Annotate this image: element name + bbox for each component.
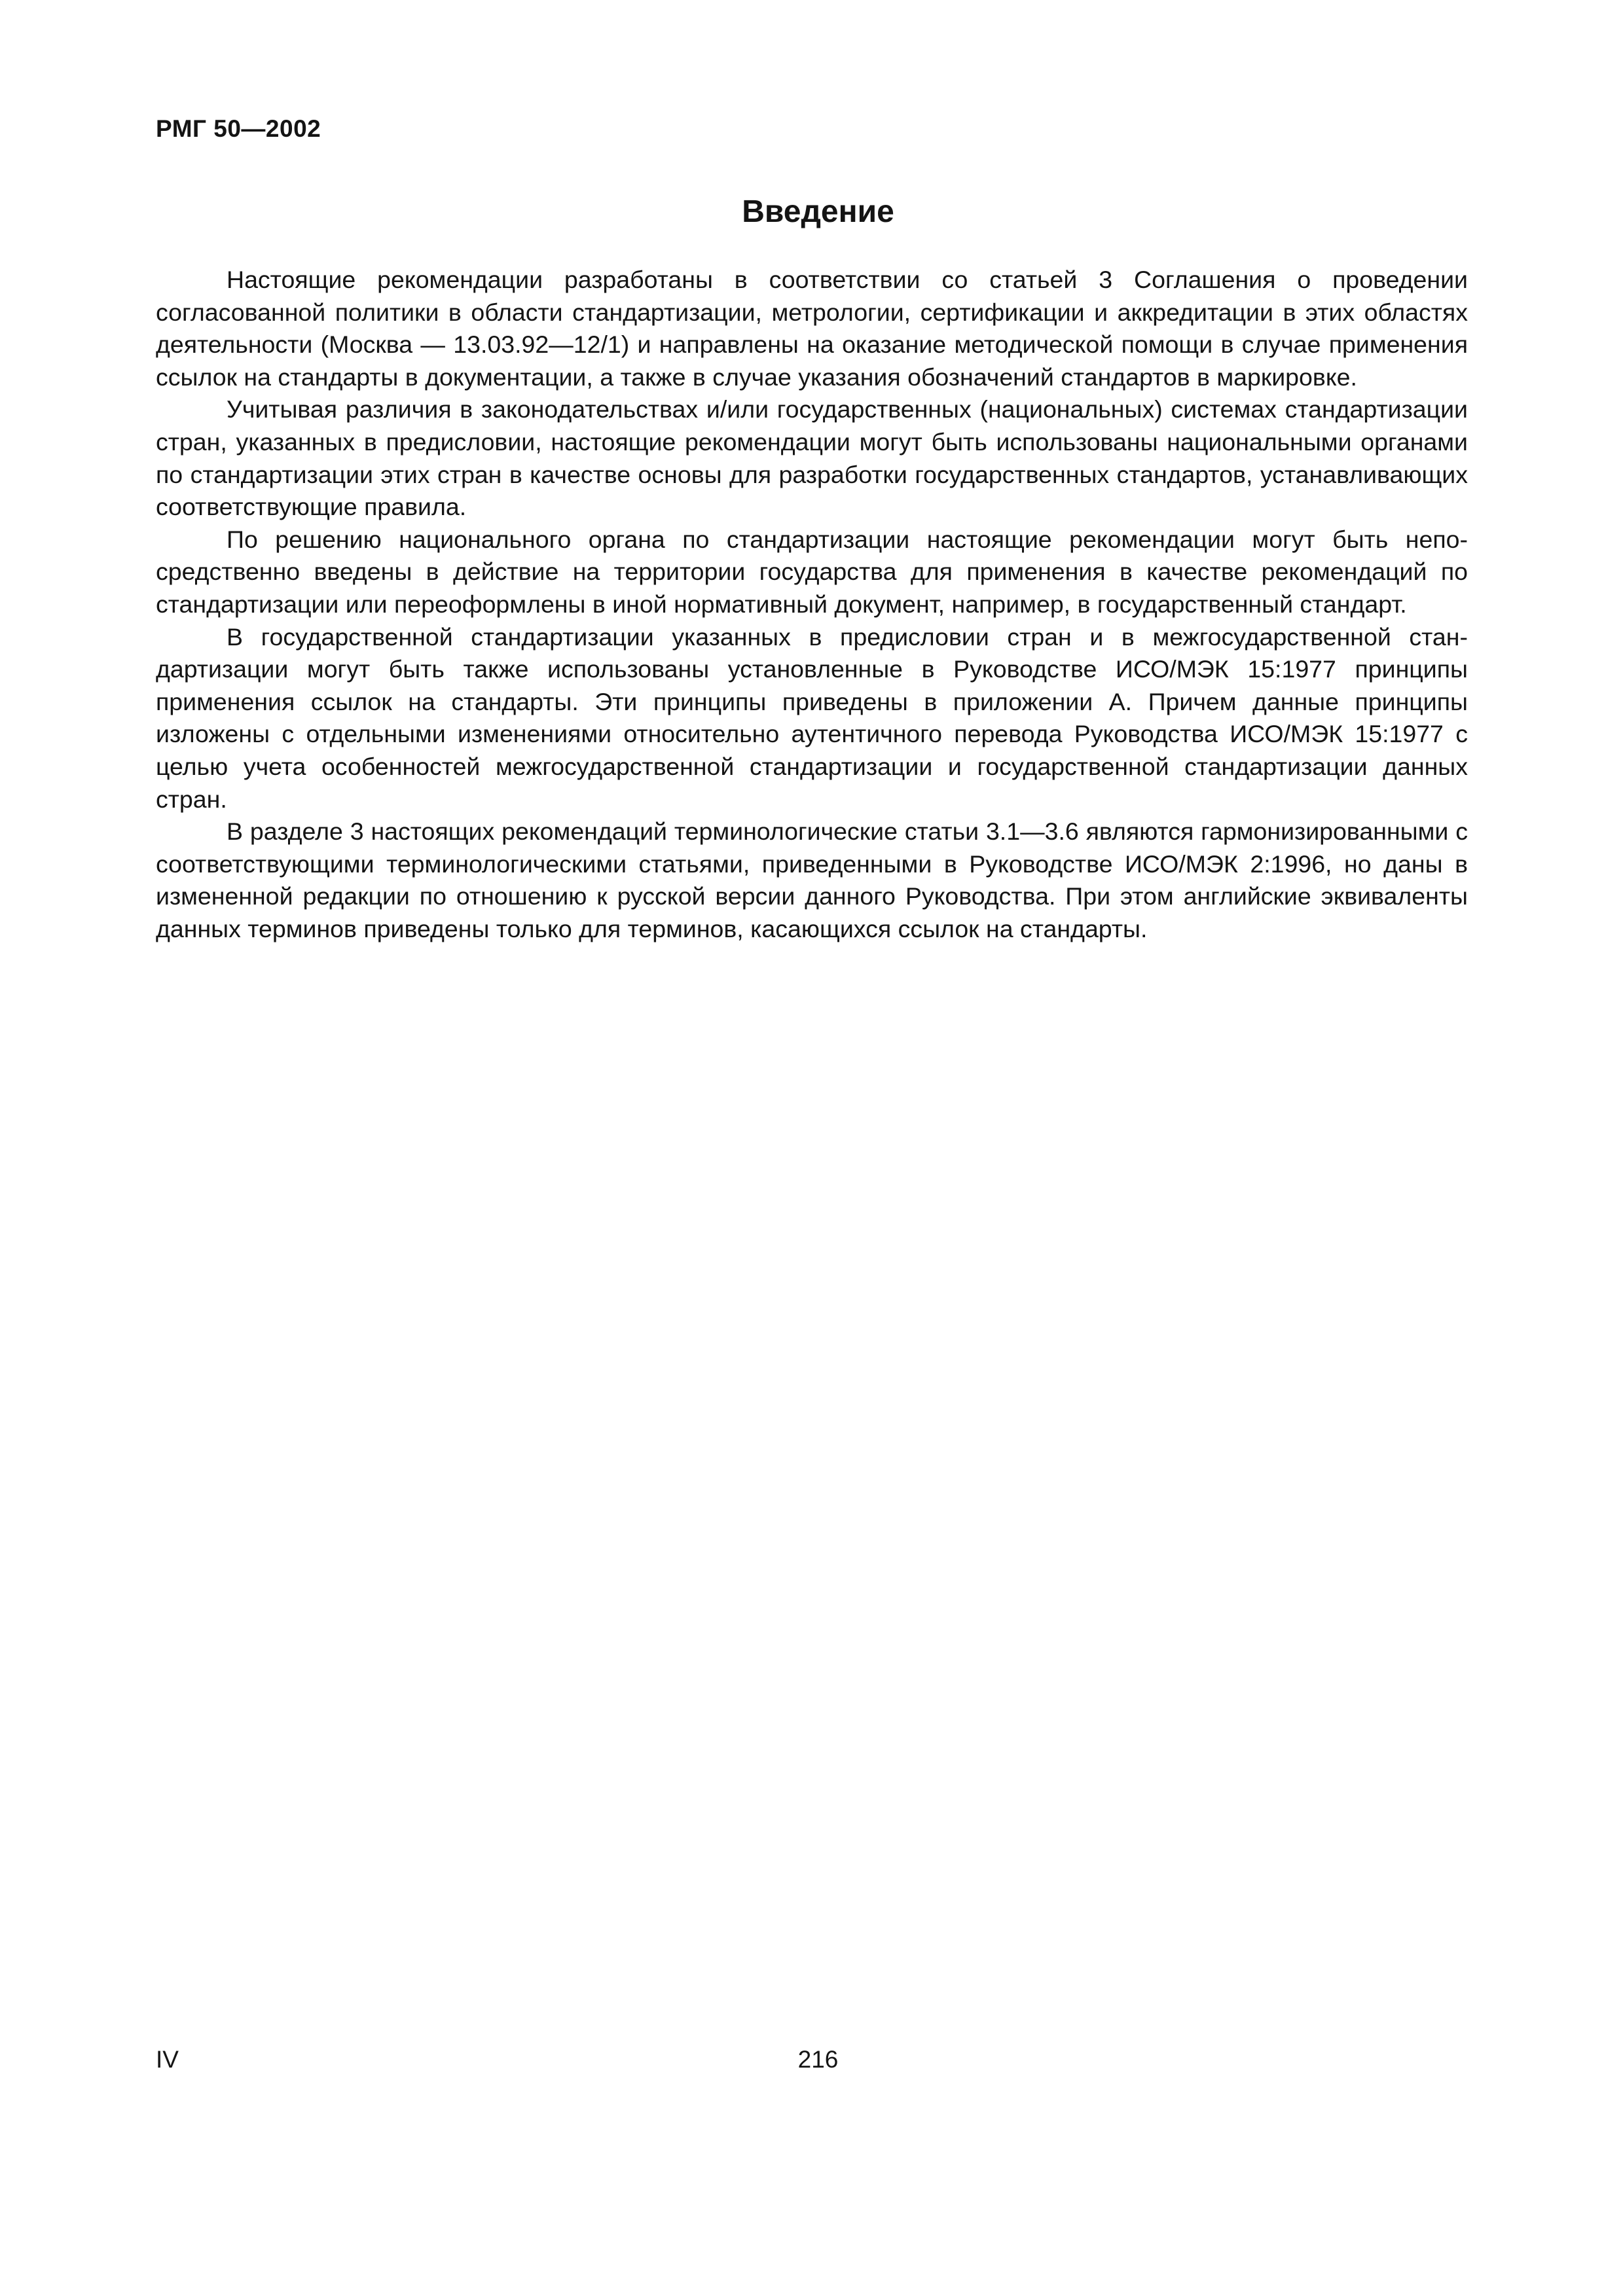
paragraph: Настоящие рекомендации разработаны в соответствии со статьей 3 Соглашения о проведении согласованной политики в области стандартизации, метрологии, сертификации и аккредитации в этих областях деятельности (Москва — 13.03.92—12/1) и направлены на оказание методической помощи в случае применения ссылок на стандарты в документации, а также в случае указания обозначений стандартов в маркировке. xyxy=(156,266,1468,391)
footer-roman-page: IV xyxy=(156,2046,179,2073)
footer-page-number: 216 xyxy=(797,2046,839,2073)
document-code: РМГ 50—2002 xyxy=(156,115,321,142)
paragraph: Учитывая различия в законодательствах и/или государственных (национальных) системах стандартизации стран, указанных в предисловии, настоящие рекомендации могут быть использованы национальными органами по стандартизации этих стран в качестве основы для разработки государственных стандартов, устанавливающих соответствующие правила. xyxy=(156,395,1468,521)
paragraph: В государственной стандартизации указанных в предисловии стран и в межгосударственной стандартизации могут быть также использованы установленные в Руководстве ИСО/МЭК 15:1977 принципы применения ссылок на стандарты. Эти принципы приведены в приложении А. Причем данные принципы изложены с отдельными изменениями относительно аутентичного перевода Руководства ИСО/МЭК 15:1977 с целью учета особенностей межгосударственной стандартизации и государственной стандартизации данных стран. xyxy=(156,622,1468,813)
paragraph: По решению национального органа по стандартизации настоящие рекомендации могут быть непосредственно введены в действие на территории государства для применения в качестве рекомендаций по стандартизации или переоформлены в иной нормативный документ, например, в государственный стандарт. xyxy=(156,525,1468,618)
section-title: Введение xyxy=(742,194,894,229)
body-text xyxy=(156,264,1468,945)
paragraph: В разделе 3 настоящих рекомендаций терминологические статьи 3.1—3.6 являются гармонизированными с соответствующими терминологическими статьями, приведенными в Руководстве ИСО/МЭК 2:1996, но даны в измененной редакции по отношению к русской версии данного Руководства. При этом английские эквиваленты данных терминов приведены только для терминов, касающихся ссылок на стандарты. xyxy=(156,817,1468,942)
